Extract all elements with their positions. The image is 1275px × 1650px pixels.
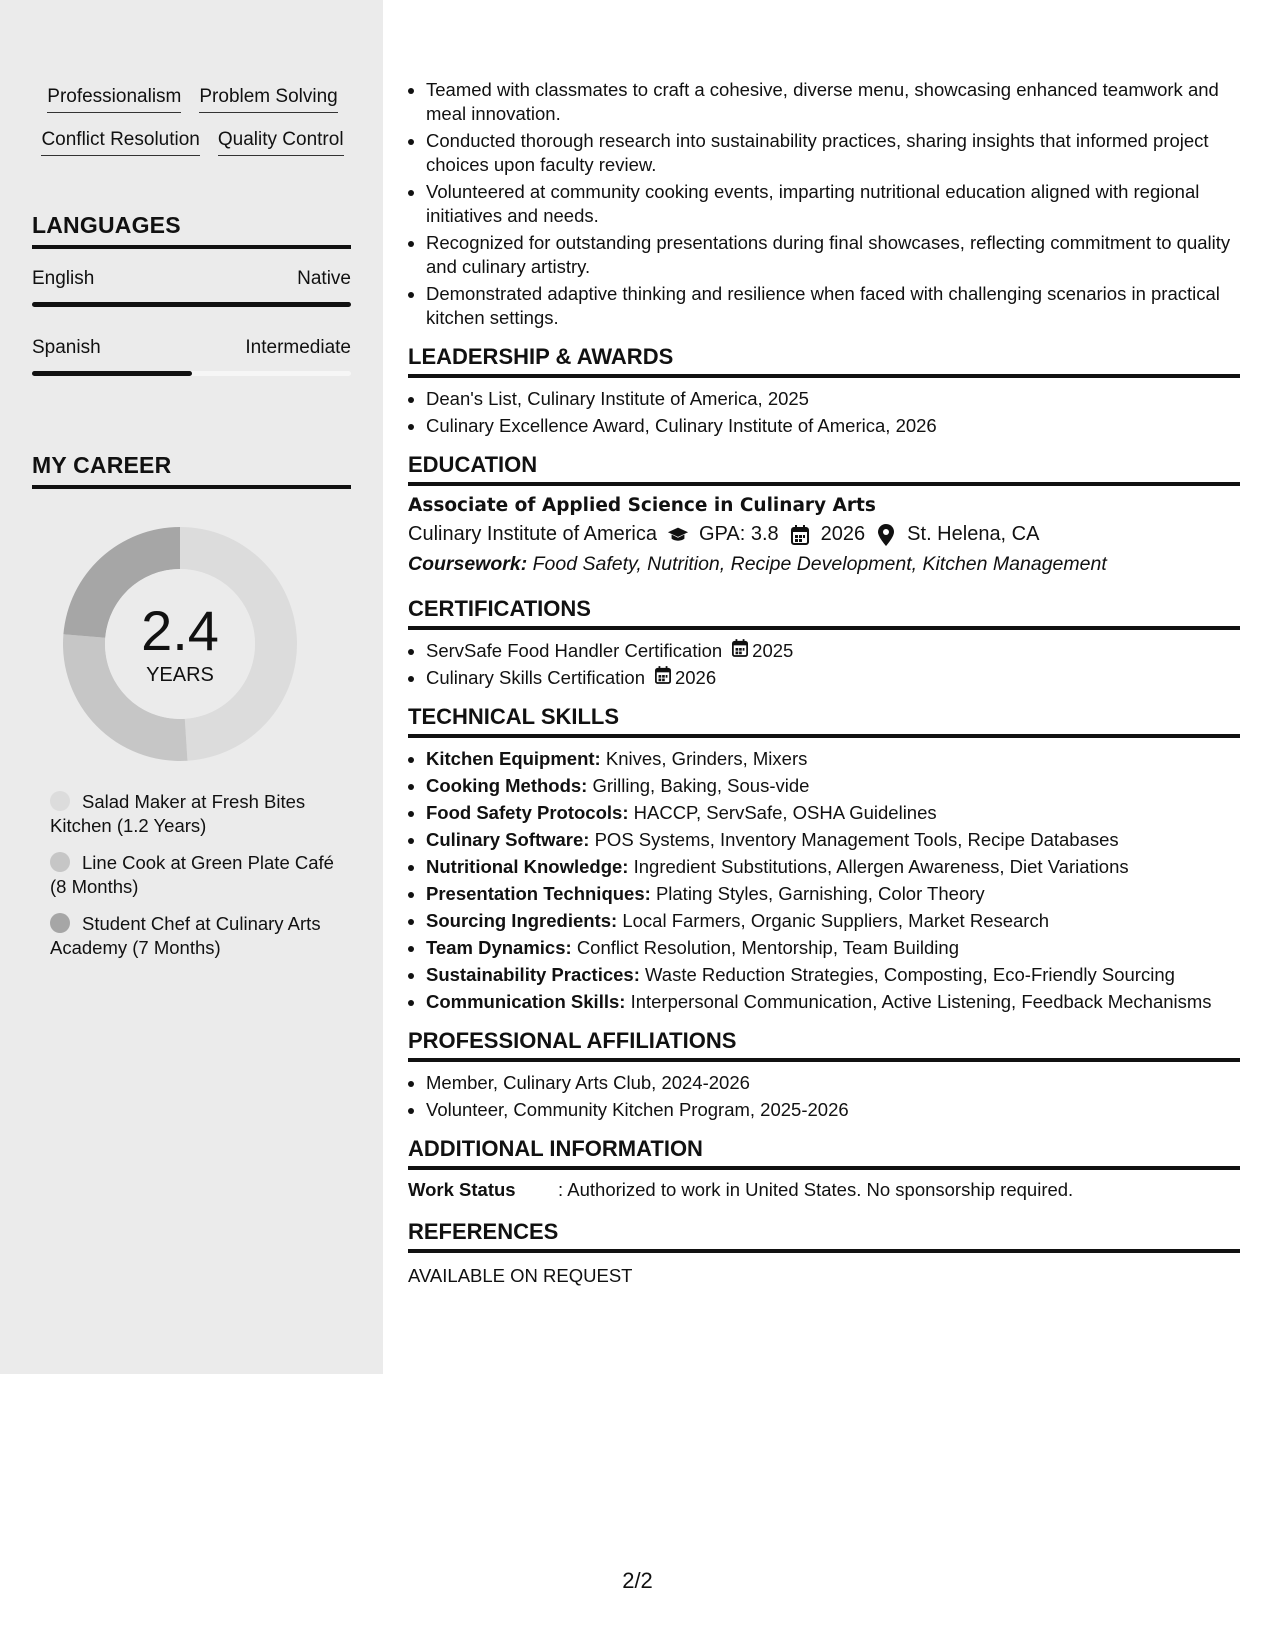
list-item: • Dean's List, Culinary Institute of America, 2025 <box>426 387 1240 411</box>
skill-value: Ingredient Substitutions, Allergen Awareness, Diet Variations <box>633 856 1129 877</box>
certifications-heading: CERTIFICATIONS <box>408 596 1240 630</box>
skill-label: Food Safety Protocols: <box>426 802 629 823</box>
work-status <box>408 1179 1240 1201</box>
career-label: Line Cook at Green Plate Café (8 Months) <box>50 852 334 897</box>
affiliations-heading: PROFESSIONAL AFFILIATIONS <box>408 1028 1240 1062</box>
language-bar <box>32 371 351 376</box>
career-donut-chart <box>62 526 298 762</box>
skill-label: Communication Skills: <box>426 991 626 1012</box>
leadership-heading: LEADERSHIP & AWARDS <box>408 344 1240 378</box>
skill-value: Waste Reduction Strategies, Composting, Eco-Friendly Sourcing <box>645 964 1175 985</box>
work-status-value: : Authorized to work in United States. No sponsorship required. <box>558 1179 1074 1200</box>
list-item <box>426 801 1240 825</box>
soft-skills <box>30 86 355 172</box>
list-item <box>426 828 1240 852</box>
career-list <box>50 790 350 973</box>
skill-label: Sustainability Practices: <box>426 964 640 985</box>
list-item <box>426 990 1240 1014</box>
career-item <box>50 851 350 899</box>
technical-skills-list <box>408 747 1240 1014</box>
education-year: 2026 <box>820 523 866 545</box>
calendar-icon <box>732 639 748 663</box>
list-item <box>426 774 1240 798</box>
skill-label: Team Dynamics: <box>426 937 572 958</box>
technical-skills-heading: TECHNICAL SKILLS <box>408 704 1240 738</box>
skill-value: HACCP, ServSafe, OSHA Guidelines <box>633 802 937 823</box>
skill-label: Culinary Software: <box>426 829 590 850</box>
language-level: Native <box>297 268 351 289</box>
skill-value: Grilling, Baking, Sous-vide <box>592 775 810 796</box>
page-number: 2/2 <box>622 1568 653 1593</box>
additional-info-heading: ADDITIONAL INFORMATION <box>408 1136 1240 1170</box>
education-location: St. Helena, CA <box>907 523 1040 545</box>
skill-tag: Conflict Resolution <box>41 129 199 156</box>
skill-value: Knives, Grinders, Mixers <box>605 748 808 769</box>
career-unit: YEARS <box>146 664 214 686</box>
list-item <box>426 963 1240 987</box>
career-total: 2.4 <box>141 599 219 662</box>
language-bar <box>32 302 351 307</box>
skill-label: Cooking Methods: <box>426 775 588 796</box>
list-item <box>426 639 1240 663</box>
skill-tag: Quality Control <box>218 129 344 156</box>
list-item <box>426 909 1240 933</box>
career-item <box>50 912 350 960</box>
list-item <box>426 882 1240 906</box>
list-item: • Volunteered at community cooking events, imparting nutritional education aligned with regional initiatives and needs. <box>426 180 1240 228</box>
location-pin-icon <box>875 524 897 546</box>
cert-name: ServSafe Food Handler Certification <box>426 640 723 661</box>
certifications-list <box>408 639 1240 690</box>
skill-value: POS Systems, Inventory Management Tools, Recipe Databases <box>594 829 1119 850</box>
language-name: Spanish <box>32 337 101 358</box>
calendar-icon <box>789 524 811 546</box>
language-bar-fill <box>32 371 192 376</box>
skill-value: Interpersonal Communication, Active Listening, Feedback Mechanisms <box>630 991 1212 1012</box>
list-item: • Conducted thorough research into sustainability practices, sharing insights that informed project choices upon faculty review. <box>426 129 1240 177</box>
list-item: • Recognized for outstanding presentations during final showcases, reflecting commitment to quality and culinary artistry. <box>426 231 1240 279</box>
coursework-label: Coursework: <box>408 553 528 575</box>
languages-heading: LANGUAGES <box>32 212 351 249</box>
education-meta <box>408 523 1240 546</box>
legend-dot <box>50 791 70 811</box>
intro-bullets <box>408 78 1240 330</box>
list-item <box>426 747 1240 771</box>
skill-label: Nutritional Knowledge: <box>426 856 629 877</box>
language-spanish <box>32 337 351 376</box>
list-item: • Teamed with classmates to craft a cohesive, diverse menu, showcasing enhanced teamwork and meal innovation. <box>426 78 1240 126</box>
education-school: Culinary Institute of America <box>408 523 657 545</box>
legend-dot <box>50 852 70 872</box>
leadership-list <box>408 387 1240 438</box>
list-item <box>426 855 1240 879</box>
language-bar-fill <box>32 302 351 307</box>
main-content <box>408 78 1240 1287</box>
skill-value: Plating Styles, Garnishing, Color Theory <box>655 883 985 904</box>
references-value: AVAILABLE ON REQUEST <box>408 1265 633 1286</box>
cert-year: 2025 <box>752 640 794 661</box>
graduation-cap-icon <box>667 524 689 546</box>
skill-label: Sourcing Ingredients: <box>426 910 618 931</box>
career-item <box>50 790 350 838</box>
education-degree: Associate of Applied Science in Culinary Arts <box>408 495 876 516</box>
skill-label: Kitchen Equipment: <box>426 748 601 769</box>
skill-label: Presentation Techniques: <box>426 883 651 904</box>
skill-tag: Professionalism <box>47 86 181 113</box>
career-label: Student Chef at Culinary Arts Academy (7 Months) <box>50 913 321 958</box>
career-label: Salad Maker at Fresh Bites Kitchen (1.2 Years) <box>50 791 306 836</box>
work-status-label: Work Status <box>408 1179 516 1200</box>
education-gpa: GPA: 3.8 <box>699 523 779 545</box>
list-item: • Demonstrated adaptive thinking and resilience when faced with challenging scenarios in practical kitchen settings. <box>426 282 1240 330</box>
list-item <box>426 666 1240 690</box>
career-heading: MY CAREER <box>32 452 351 489</box>
education-heading: EDUCATION <box>408 452 1240 486</box>
coursework <box>408 553 1240 576</box>
language-english <box>32 268 351 307</box>
cert-year: 2026 <box>674 667 717 688</box>
coursework-value: Food Safety, Nutrition, Recipe Development, Kitchen Management <box>532 553 1107 575</box>
references-heading: REFERENCES <box>408 1219 1240 1253</box>
language-name: English <box>32 268 95 289</box>
calendar-icon <box>655 666 671 690</box>
skill-value: Conflict Resolution, Mentorship, Team Building <box>576 937 959 958</box>
skill-value: Local Farmers, Organic Suppliers, Market Research <box>622 910 1050 931</box>
language-level: Intermediate <box>245 337 351 358</box>
skill-tag: Problem Solving <box>199 86 337 113</box>
affiliations-list <box>408 1071 1240 1122</box>
list-item: • Member, Culinary Arts Club, 2024-2026 <box>426 1071 1240 1095</box>
cert-name: Culinary Skills Certification <box>426 667 645 688</box>
sidebar <box>0 0 383 1374</box>
list-item <box>426 936 1240 960</box>
legend-dot <box>50 913 70 933</box>
list-item: • Culinary Excellence Award, Culinary Institute of America, 2026 <box>426 414 1240 438</box>
list-item: • Volunteer, Community Kitchen Program, 2025-2026 <box>426 1098 1240 1122</box>
